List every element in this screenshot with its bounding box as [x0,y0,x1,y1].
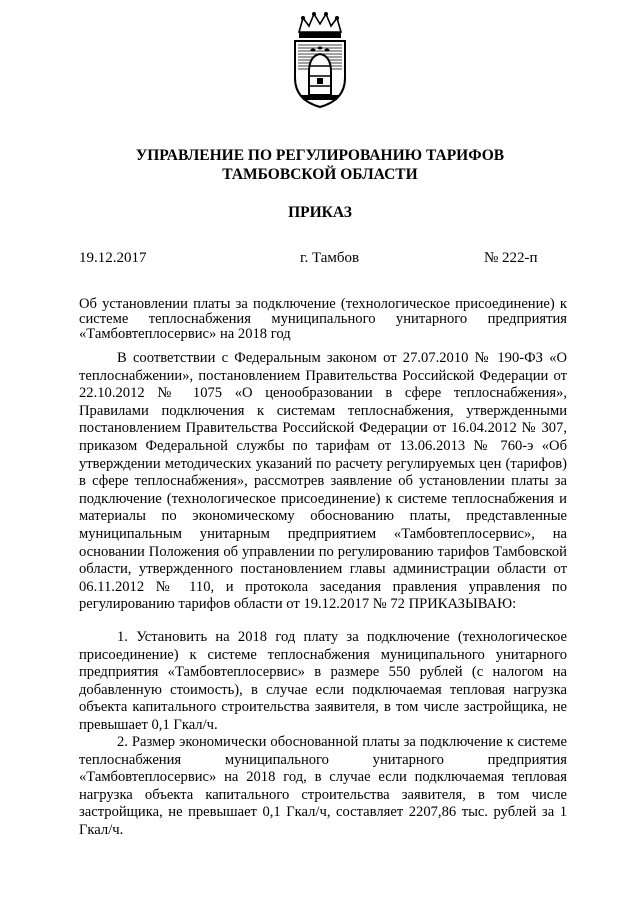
document-number: № 222-п [484,250,538,266]
document-subject: Об установлении платы за подключение (технологическое присоединение) к системе теплоснабжения муниципального унитарного предприятия «Тамбовтеплосервис» на 2018 год [79,296,567,342]
document-city: г. Тамбов [300,250,360,266]
document-date: 19.12.2017 [79,250,147,266]
document-type-title: ПРИКАЗ [288,204,352,221]
organization-name-line1: УПРАВЛЕНИЕ ПО РЕГУЛИРОВАНИЮ ТАРИФОВ [135,147,505,164]
preamble-paragraph: В соответствии с Федеральным законом от 27.07.2010 № 190-ФЗ «О теплоснабжении», постановлением Правительства Российской Федерации от 22.10.2012 № 1075 «О ценообразовании в сфере теплоснабжения», Правилами подключения к системам теплоснабжения, утвержденными постановлением Правительства Российской Федерации от 16.04.2012 № 307, приказом Федеральной службы по тарифам от 13.06.2013 № 760-э «Об утверждении методических указаний по расчету регулируемых цен (тарифов) в сфере теплоснабжения», рассмотрев заявление об установлении платы за подключение (технологическое присоединение) к системе теплоснабжения и материалы по экономическому обоснованию платы, представленные муниципальным унитарным предприятием «Тамбовтеплосервис», на основании Положения об управлении по регулированию тарифов Тамбовской области, утвержденного постановлением главы администрации области от 06.11.2012 № 110, и протокола заседания правления управления по регулированию тарифов области от 19.12.2017 № 72 ПРИКАЗЫВАЮ: [79,350,567,613]
organization-name-line2: ТАМБОВСКОЙ ОБЛАСТИ [222,166,418,183]
order-item-2: 2. Размер экономически обоснованной платы за подключение к системе теплоснабжения муниципального унитарного предприятия «Тамбовтеплосервис» на 2018 год, в случае если подключаемая тепловая нагрузка объекта капитального строительства заявителя, в том числе застройщика, не превышает 0,1 Гкал/ч, составляет 2207,86 тыс. рублей за 1 Гкал/ч. [79,734,567,838]
order-item-1: 1. Установить на 2018 год плату за подключение (технологическое присоединение) к системе теплоснабжения муниципального унитарного предприятия «Тамбовтеплосервис» в размере 550 рублей (с налогом на добавленную стоимость), в случае если подключаемая тепловая нагрузка объекта капитального строительства заявителя, в том числе застройщика, не превышает 0,1 Гкал/ч. [79,629,567,733]
tambov-coat-of-arms-icon [287,10,353,110]
